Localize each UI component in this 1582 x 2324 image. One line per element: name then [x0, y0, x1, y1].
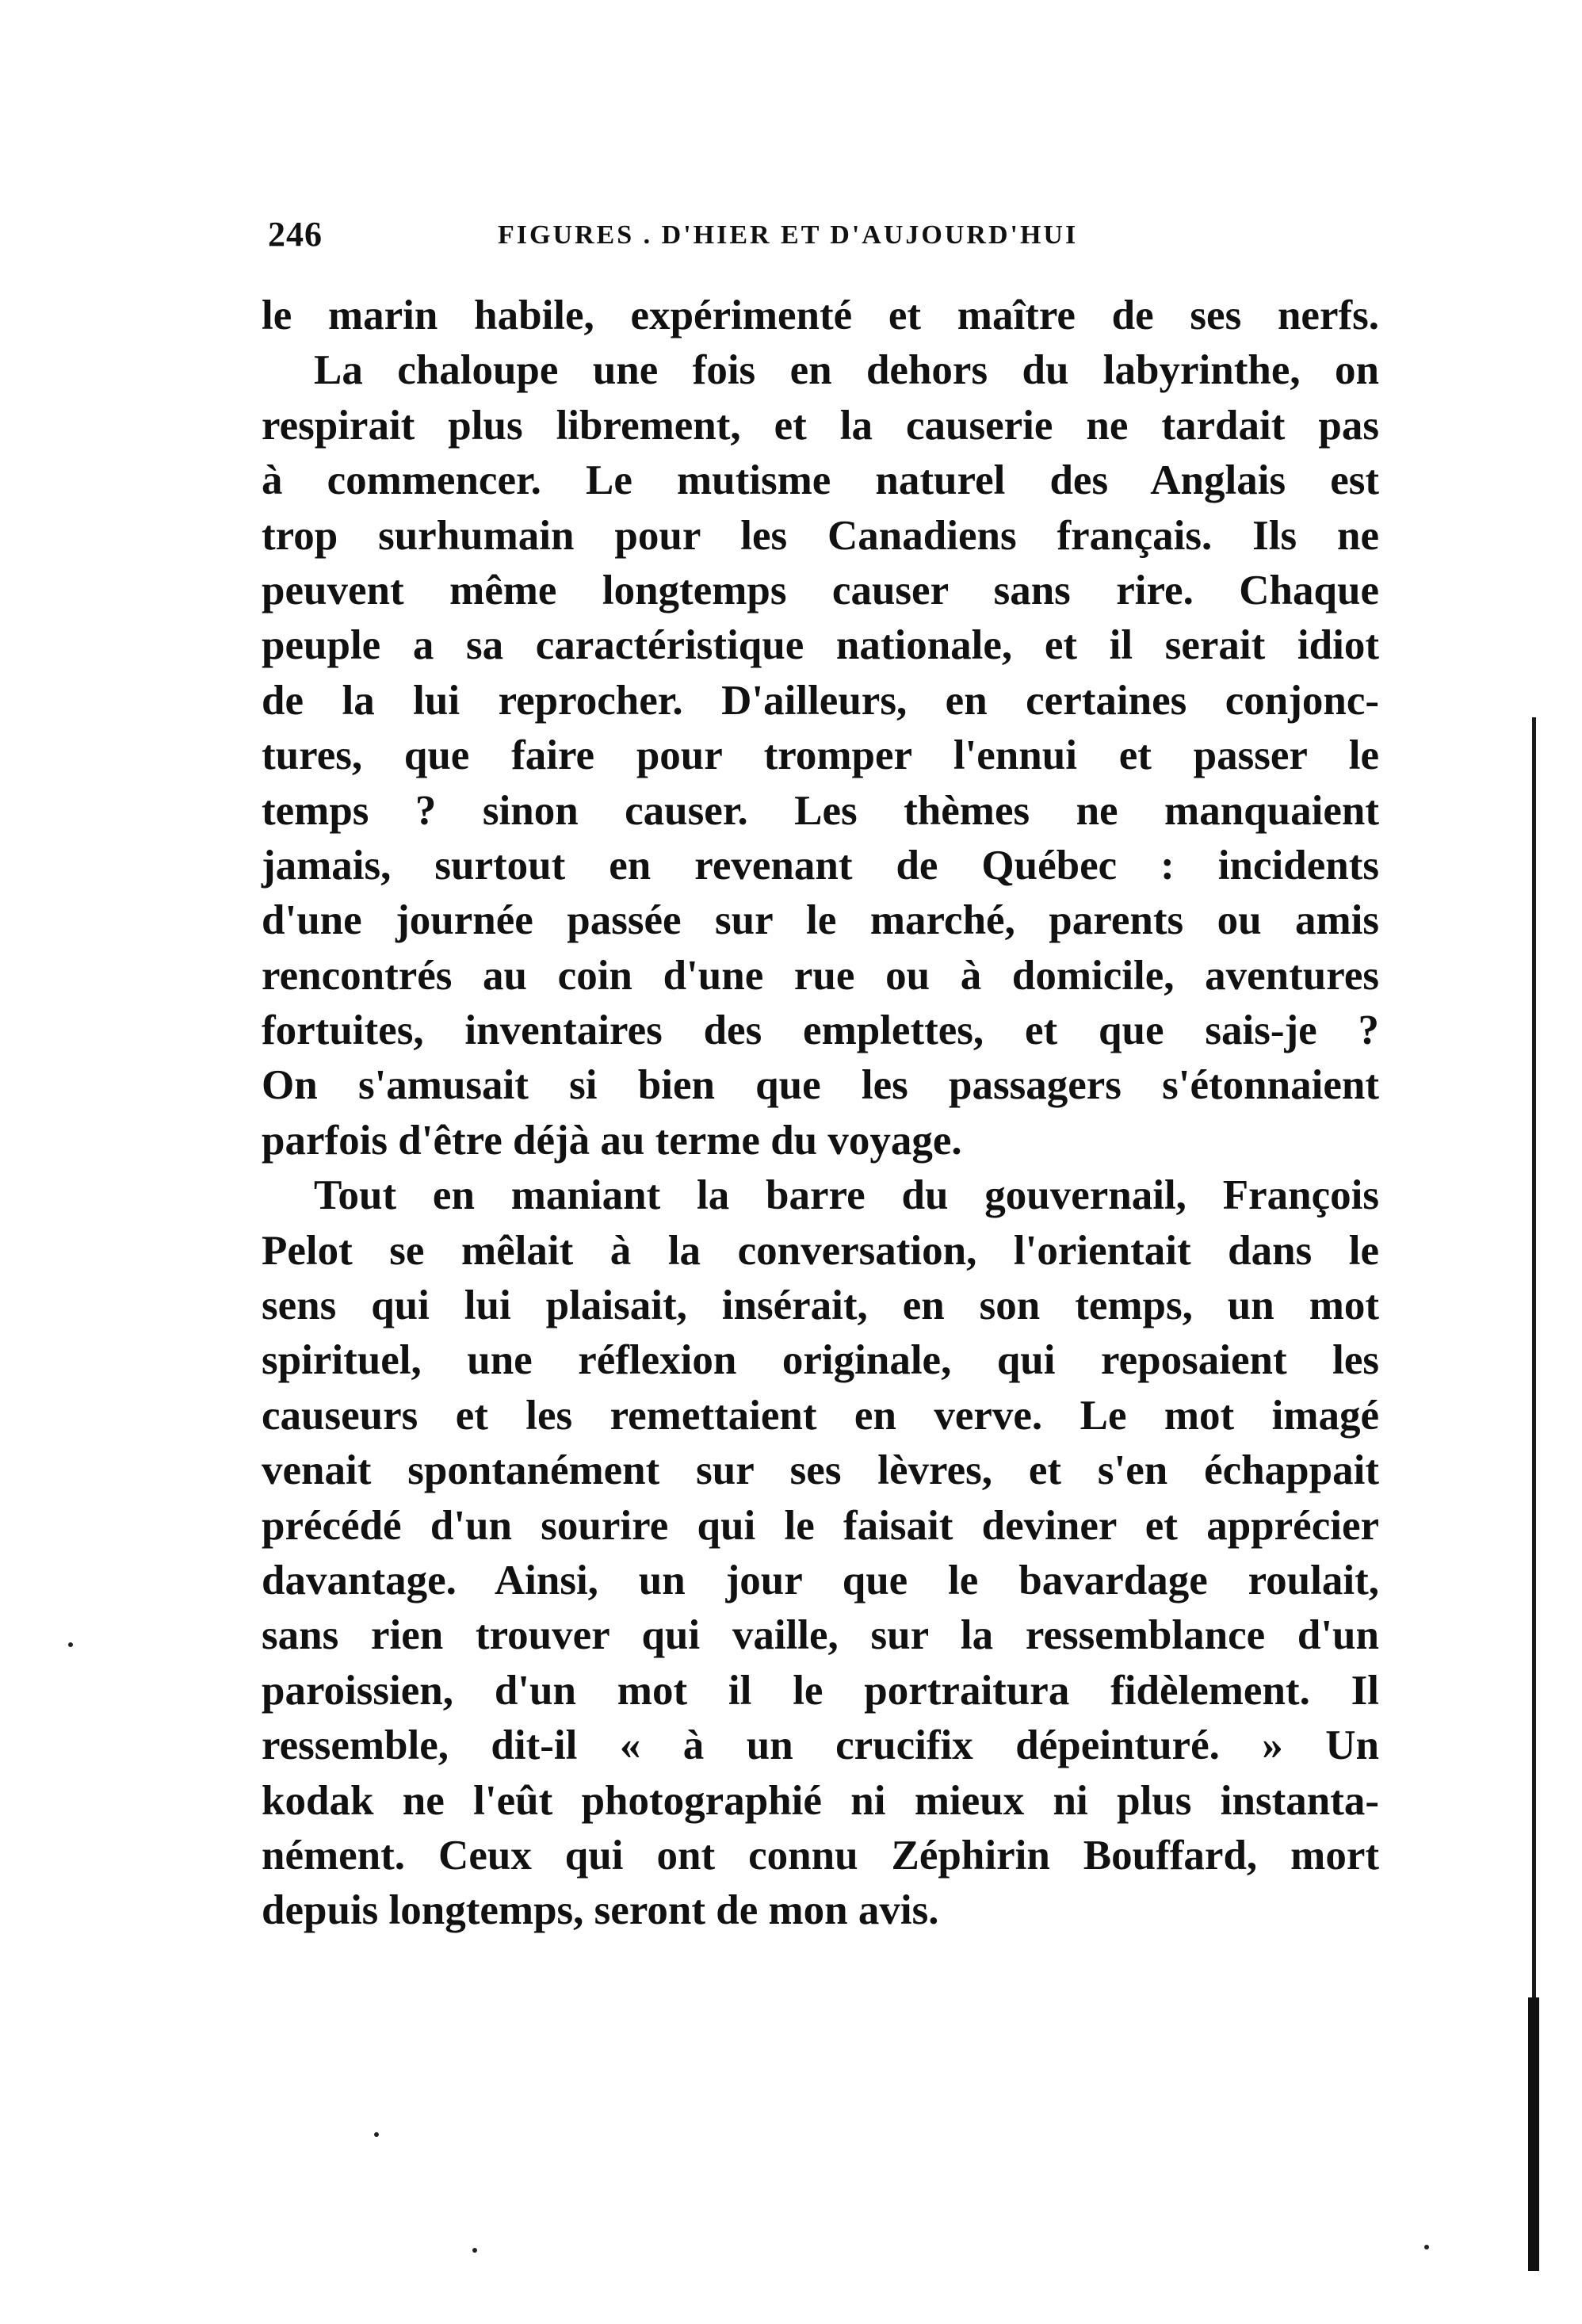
- scan-edge-shadow-thick: [1528, 1997, 1539, 2271]
- text-line: précédé d'un sourire qui le faisait deviner et apprécier: [262, 1502, 1379, 1549]
- text-line: d'une journée passée sur le marché, parents ou amis: [262, 897, 1379, 944]
- text-line: spirituel, une réflexion originale, qui reposaient les: [262, 1337, 1379, 1384]
- body-text: [262, 289, 1379, 1939]
- text-line: Tout en maniant la barre du gouvernail, François: [314, 1172, 1379, 1219]
- text-line: trop surhumain pour les Canadiens français. Ils ne: [262, 512, 1379, 559]
- scan-speck: [68, 1642, 73, 1647]
- text-line: à commencer. Le mutisme naturel des Anglais est: [262, 457, 1379, 504]
- text-line: davantage. Ainsi, un jour que le bavardage roulait,: [262, 1557, 1379, 1603]
- scan-speck: [472, 2248, 477, 2253]
- page-header: [268, 214, 1374, 262]
- text-line: fortuites, inventaires des emplettes, et que sais-je ?: [262, 1007, 1379, 1054]
- scan-speck: [1424, 2245, 1429, 2249]
- page-number: 246: [268, 215, 323, 254]
- text-line: de la lui reprocher. D'ailleurs, en certaines conjonc-: [262, 677, 1379, 724]
- text-line: jamais, surtout en revenant de Québec : incidents: [262, 842, 1379, 889]
- text-line: venait spontanément sur ses lèvres, et s'en échappait: [262, 1447, 1379, 1494]
- text-line: La chaloupe une fois en dehors du labyrinthe, on: [314, 347, 1379, 394]
- text-line: kodak ne l'eût photographié ni mieux ni plus instanta-: [262, 1777, 1379, 1824]
- text-line: On s'amusait si bien que les passagers s'étonnaient: [262, 1062, 1379, 1109]
- text-line: le marin habile, expérimenté et maître de ses nerfs.: [262, 292, 1379, 338]
- text-line: causeurs et les remettaient en verve. Le mot imagé: [262, 1392, 1379, 1439]
- text-line: respirait plus librement, et la causerie ne tardait pas: [262, 402, 1379, 449]
- text-line: tures, que faire pour tromper l'ennui et passer le: [262, 732, 1379, 779]
- text-line: ressemble, dit-il « à un crucifix dépeinturé. » Un: [262, 1722, 1379, 1769]
- text-line: sens qui lui plaisait, insérait, en son temps, un mot: [262, 1282, 1379, 1329]
- text-line: nément. Ceux qui ont connu Zéphirin Bouffard, mort: [262, 1832, 1379, 1879]
- text-line: parfois d'être déjà au terme du voyage.: [262, 1117, 962, 1164]
- text-line: peuvent même longtemps causer sans rire. Chaque: [262, 567, 1379, 613]
- scan-speck: [374, 2132, 379, 2137]
- text-line: paroissien, d'un mot il le portraitura fidèlement. Il: [262, 1667, 1379, 1714]
- text-line: sans rien trouver qui vaille, sur la ressemblance d'un: [262, 1612, 1379, 1659]
- text-line: temps ? sinon causer. Les thèmes ne manquaient: [262, 787, 1379, 834]
- text-line: rencontrés au coin d'une rue ou à domicile, aventures: [262, 952, 1379, 999]
- text-line: peuple a sa caractéristique nationale, et il serait idiot: [262, 622, 1379, 669]
- text-line: Pelot se mêlait à la conversation, l'orientait dans le: [262, 1227, 1379, 1274]
- running-title: FIGURES . D'HIER ET D'AUJOURD'HUI: [498, 220, 1079, 250]
- text-line: depuis longtemps, seront de mon avis.: [262, 1887, 939, 1934]
